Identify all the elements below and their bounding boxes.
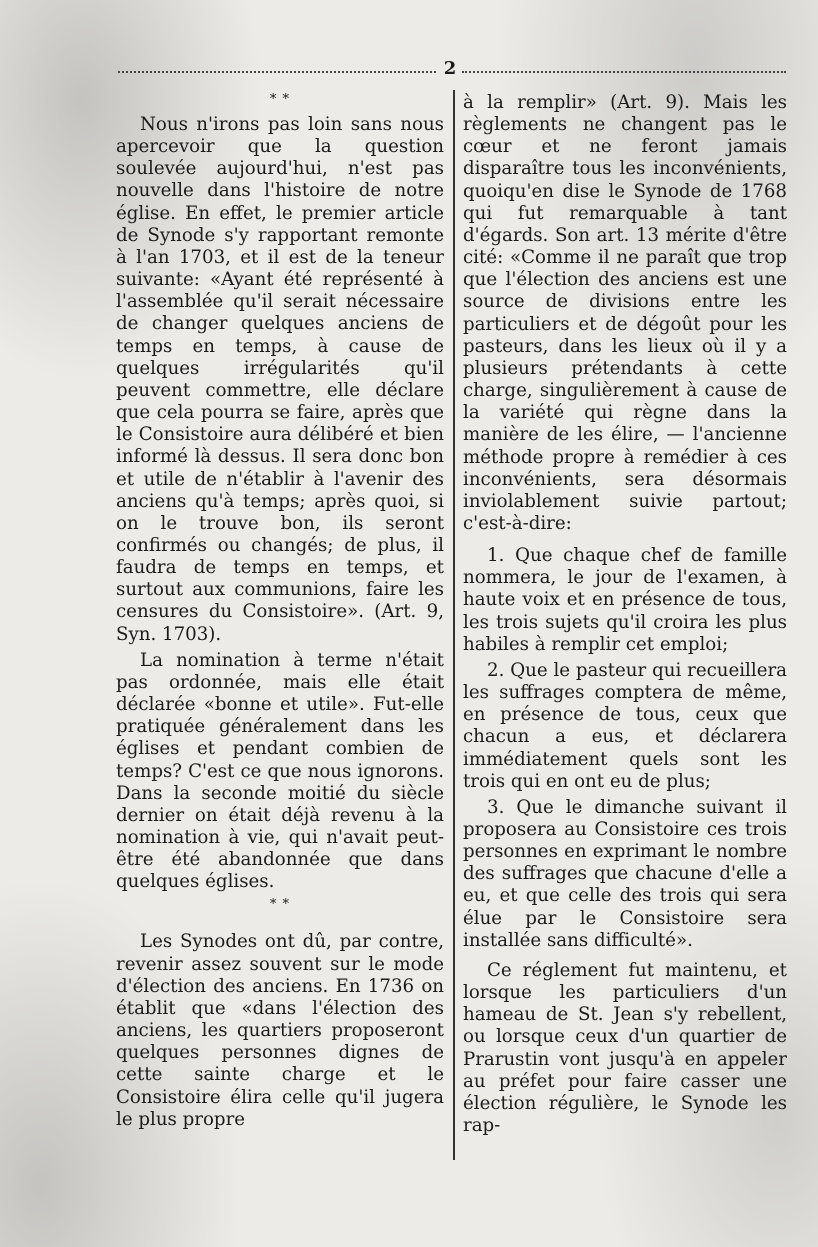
page-number: 2 bbox=[443, 58, 457, 79]
page-header bbox=[118, 60, 786, 82]
right-column bbox=[463, 92, 787, 1141]
paragraph: Les Synodes ont dû, par contre, revenir assez souvent sur le mode d'élection des anciens. En 1736 on établit que «dans l'élection des anciens, les quartiers proposeront quelques personnes dignes de cette sainte charge et le Consistoire élira celle qu'il jugera le plus propre bbox=[116, 931, 444, 1130]
section-separator: * * bbox=[269, 897, 291, 913]
list-item: 1. Que chaque chef de famille nommera, le jour de l'examen, à haute voix et en présence de tous, les trois sujets qu'il croira les plus habiles à remplir cet emploi; bbox=[463, 545, 787, 655]
list-item: 2. Que le pasteur qui recueillera les suffrages comptera de même, en présence de tous, ceux que chacun a eus, et déclarera immédiatement quels sont les trois qui en ont eu de plus; bbox=[463, 659, 787, 792]
paragraph: La nomination à terme n'était pas ordonnée, mais elle était déclarée «bonne et utile». Fut-elle pratiquée généralement dans les églises et pendant combien de temps? C'est ce que nous ignorons. Dans la seconde moitié du siècle dernier on était déjà revenu à la nomination à vie, qui n'avait peut-être été abandonnée que dans quelques églises. bbox=[116, 649, 444, 893]
paragraph: à la remplir» (Art. 9). Mais les règlements ne changent pas le cœur et ne feront jamais disparaître tous les inconvénients, quoiqu'en dise le Synode de 1768 qui fut remarquable à tant d'égards. Son art. 13 mérite d'être cité: «Comme il ne paraît que trop que l'élection des anciens est une source de divisions entre les particuliers et de dégoût pour les pasteurs, dans les lieux où il y a plusieurs prétendants à cette charge, singulièrement à cause de la variété qui règne dans la manière de les élire, — l'ancienne méthode propre à remédier à ces inconvénients, sera désormais inviolablement suivie partout; c'est-à-dire: bbox=[463, 92, 787, 534]
column-divider bbox=[453, 90, 455, 1160]
list-item: 3. Que le dimanche suivant il proposera au Consistoire ces trois personnes en exprimant le nombre des suffrages que chacune d'elle a eu, et que celle des trois qui sera élue par le Consistoire sera installée sans difficulté». bbox=[463, 796, 787, 951]
section-separator: * * bbox=[269, 92, 291, 107]
paragraph: Ce réglement fut maintenu, et lorsque les particuliers d'un hameau de St. Jean s'y rebellent, ou lorsque ceux d'un quartier de Prarustin vont jusqu'à en appeler au préfet pour faire casser une élection régulière, le Synode les rap- bbox=[463, 959, 787, 1137]
paragraph: Nous n'irons pas loin sans nous apercevoir que la question soulevée aujourd'hui, n'est pas nouvelle dans l'histoire de notre église. En effet, le premier article de Synode s'y rapportant remonte à l'an 1703, et il est de la teneur suivante: «Ayant été représenté à l'assemblée qu'il serait nécessaire de changer quelques anciens de temps en temps, à cause de quelques irrégularités qu'il peuvent commettre, elle déclare que cela pourra se faire, après que le Consistoire aura délibéré et bien informé là dessus. Il sera donc bon et utile de n'établir à l'avenir des anciens qu'à temps; après quoi, si on le trouve bon, ils seront confirmés ou changés; de plus, il faudra de temps en temps, et surtout aux communions, faire les censures du Consistoire». (Art. 9, Syn. 1703). bbox=[116, 114, 444, 645]
left-column bbox=[116, 92, 444, 1135]
header-rule-right bbox=[462, 71, 786, 73]
header-rule-left bbox=[118, 71, 436, 73]
